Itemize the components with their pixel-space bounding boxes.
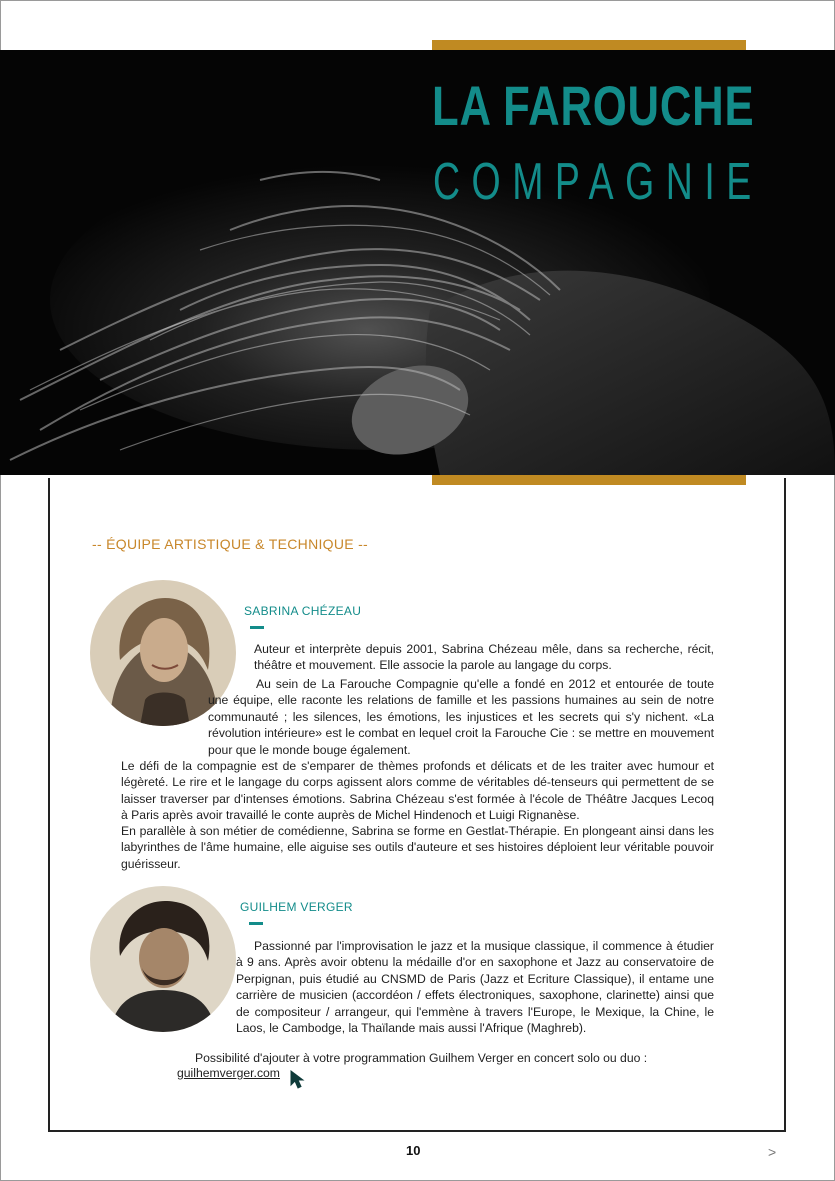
name-underline-dash	[249, 922, 263, 925]
bio-paragraph: Auteur et interprète depuis 2001, Sabrina Chézeau mêle, dans sa recherche, récit, théâtre et mouvement. Elle associe la parole au langage du corps.	[254, 642, 714, 673]
name-underline-dash	[250, 626, 264, 629]
section-heading: -- ÉQUIPE ARTISTIQUE & TECHNIQUE --	[92, 536, 369, 552]
portrait-photo	[90, 886, 236, 1032]
avatar-guilhem	[90, 886, 236, 1032]
bio-paragraph: En parallèle à son métier de comédienne, Sabrina se forme en Gestlat-Thérapie. En plongeant ainsi dans les labyrinthes de l'âme humaine, elle aiguise ses outils d'auteure et ses histoires déploient leur véritable pouvoir guérisseur.	[121, 824, 714, 871]
bio-paragraph: Passionné par l'improvisation le jazz et la musique classique, il commence à étudier à 9 ans. Après avoir obtenu la médaille d'or en saxophone et Jazz au conservatoire de Perpignan, puis étudié au CNSMD de Paris (Jazz et Ecriture Classique), il entame une carrière de musicien (accordéon / effets électroniques, saxophone, clarinette) ainsi que de compositeur / arrangeur, qui l'emmène à travers l'Europe, le Mexique, la Chine, le Laos, le Cambodge, la Thaïlande mais aussi l'Afrique (Maghreb).	[236, 939, 714, 1036]
pointer-cursor-icon	[290, 1070, 306, 1090]
chevron-right-icon[interactable]: >	[768, 1144, 777, 1160]
person-name-sabrina: SABRINA CHÉZEAU	[244, 604, 362, 618]
person-name-guilhem: GUILHEM VERGER	[240, 900, 353, 914]
title-line-2: COMPAGNIE	[433, 153, 763, 211]
gold-accent-bar-top	[432, 40, 746, 50]
page-number: 10	[406, 1143, 421, 1158]
bio-paragraph: Le défi de la compagnie est de s'emparer de thèmes profonds et délicats et de les traiter avec humour et légèreté. Le rire et le langage du corps agissent alors comme de véritables dé-tenseurs qui permettent de se laisser traverser par d'intenses émotions. Sabrina Chézeau s'est formée à l'école de Théâtre Jacques Lecoq à Paris après avoir travaillé le conte auprès de Michel Hindenoch et Luigi Rignanèse.	[121, 759, 714, 823]
title-line-1: LA FAROUCHE	[432, 74, 755, 137]
bio-paragraph: Possibilité d'ajouter à votre programmation Guilhem Verger en concert solo ou duo :	[195, 1051, 648, 1065]
website-link[interactable]: guilhemverger.com	[177, 1066, 280, 1080]
bio-paragraph: Au sein de La Farouche Compagnie qu'elle a fondé en 2012 et entourée de toute une équipe, elle raconte les relations de famille et les passions humaines au sein de notre communauté ; les silences, les émotions, les injustices et les secrets qui s'y nichent. «La révolution intérieure» est le combat en lequel croit la Farouche Cie : se mettre en mouvement pour que le monde bouge également.	[208, 677, 714, 757]
